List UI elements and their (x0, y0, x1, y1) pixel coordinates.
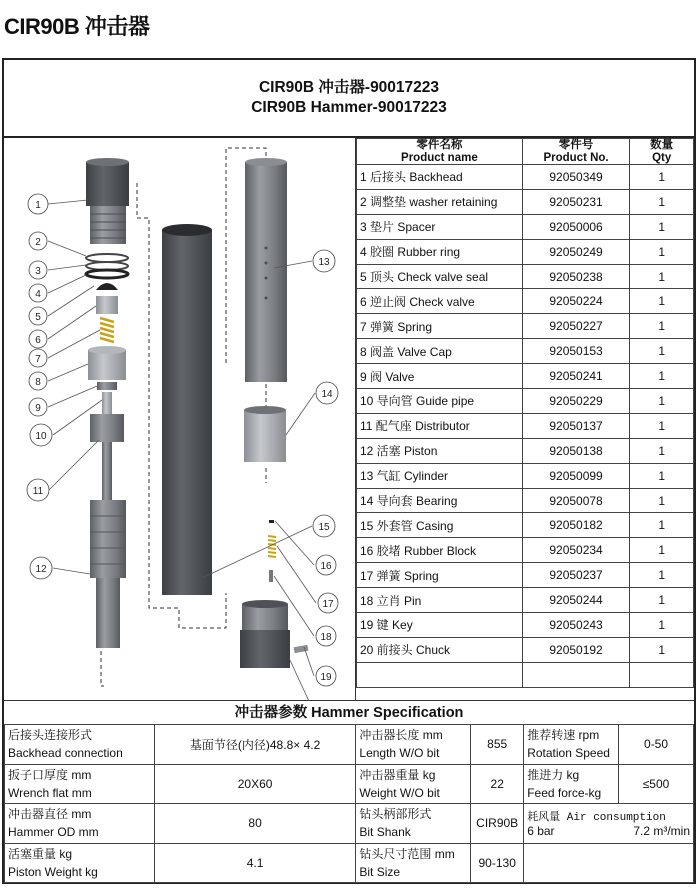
part-qty: 1 (630, 438, 694, 463)
spec-label-shank: 钻头柄部形式 Bit Shank (356, 804, 471, 844)
part-number: 92050243 (522, 613, 630, 638)
part-row (357, 364, 694, 389)
part-qty: 1 (630, 364, 694, 389)
part-qty: 1 (630, 165, 694, 190)
col-header-no: Product No. (522, 152, 630, 165)
part-qty: 1 (630, 413, 694, 438)
part-name: 8 阀盖 Valve Cap (357, 339, 523, 364)
part-valve-cap (88, 350, 126, 380)
spec-row (5, 725, 694, 765)
callout-11: 11 (32, 486, 44, 497)
callout-10: 10 (35, 431, 47, 442)
part-key (294, 645, 309, 653)
spec-label-feed: 推进力 kg Feed force-kg (524, 764, 619, 804)
part-row (357, 389, 694, 414)
part-check-valve-seal (96, 283, 118, 290)
parts-list-table (356, 138, 694, 688)
part-qty: 1 (630, 488, 694, 513)
callout-6: 6 (35, 335, 41, 346)
spec-label-od: 冲击器直径 mm Hammer OD mm (5, 804, 155, 844)
part-row (357, 538, 694, 563)
part-pin (269, 570, 273, 582)
exploded-view-svg (4, 138, 356, 700)
spec-empty-cell (524, 843, 694, 883)
callout-13: 13 (318, 257, 330, 268)
part-name: 19 键 Key (357, 613, 523, 638)
part-name: 11 配气座 Distributor (357, 413, 523, 438)
part-qty: 1 (630, 289, 694, 314)
part-name: 2 调整垫 washer retaining (357, 189, 523, 214)
sheet-header (4, 60, 694, 138)
spec-value-wrench: 20X60 (154, 764, 356, 804)
part-backhead (86, 158, 129, 244)
col-header-no-cn: 零件号 (522, 139, 630, 152)
part-check-valve (96, 296, 118, 314)
part-qty: 1 (630, 588, 694, 613)
part-number: 92050244 (522, 588, 630, 613)
part-name: 18 立肖 Pin (357, 588, 523, 613)
part-row (357, 513, 694, 538)
part-row (357, 314, 694, 339)
part-name: 6 逆止阀 Check valve (357, 289, 523, 314)
part-row (357, 463, 694, 488)
spec-row (5, 843, 694, 883)
part-casing (162, 224, 212, 595)
part-name: 17 弹簧 Spring (357, 563, 523, 588)
part-row (357, 637, 694, 662)
part-guide-pipe (102, 392, 112, 414)
part-qty: 1 (630, 538, 694, 563)
part-number: 92050138 (522, 438, 630, 463)
part-number: 92050099 (522, 463, 630, 488)
part-name: 13 气缸 Cylinder (357, 463, 523, 488)
callout-16: 16 (320, 561, 332, 572)
spec-row (5, 764, 694, 804)
part-piston (90, 500, 126, 648)
part-row (357, 214, 694, 239)
part-name: 7 弹簧 Spring (357, 314, 523, 339)
callout-9: 9 (35, 403, 41, 414)
part-number: 92050224 (522, 289, 630, 314)
callout-19: 19 (320, 672, 332, 683)
col-header-name-cn: 零件名称 (357, 139, 523, 152)
callout-14: 14 (321, 389, 333, 400)
part-row (357, 413, 694, 438)
part-qty: 1 (630, 314, 694, 339)
part-row (357, 189, 694, 214)
callout-18: 18 (320, 632, 332, 643)
part-row (357, 264, 694, 289)
hammer-spec-table (4, 724, 694, 883)
spec-row (5, 804, 694, 844)
exploded-view-drawing (4, 138, 356, 700)
callout-5: 5 (35, 312, 41, 323)
part-name: 20 前接头 Chuck (357, 637, 523, 662)
part-name: 5 顶头 Check valve seal (357, 264, 523, 289)
callout-4: 4 (35, 289, 41, 300)
part-qty: 1 (630, 339, 694, 364)
part-name: 4 胶圈 Rubber ring (357, 239, 523, 264)
callout-8: 8 (35, 377, 41, 388)
spec-sheet-frame (2, 58, 696, 884)
part-row (357, 239, 694, 264)
part-number: 92050006 (522, 214, 630, 239)
parts-list-body (357, 165, 694, 688)
spec-label-rotation: 推荐转速 rpm Rotation Speed (524, 725, 619, 765)
callout-15: 15 (318, 522, 330, 533)
part-number: 92050231 (522, 189, 630, 214)
col-header-qty-cn: 数量 (630, 139, 694, 152)
part-name: 14 导向套 Bearing (357, 488, 523, 513)
part-number: 92050234 (522, 538, 630, 563)
spec-label-wrench: 扳子口厚度 mm Wrench flat mm (5, 764, 155, 804)
part-rubber-ring (86, 270, 128, 278)
part-number: 92050078 (522, 488, 630, 513)
spec-label-weight: 冲击器重量 kg Weight W/O bit (356, 764, 471, 804)
part-qty: 1 (630, 563, 694, 588)
part-number: 92050153 (522, 339, 630, 364)
part-name: 12 活塞 Piston (357, 438, 523, 463)
empty-cell (522, 662, 630, 687)
spec-value-rotation: 0-50 (619, 725, 694, 765)
part-row (357, 438, 694, 463)
part-qty: 1 (630, 214, 694, 239)
part-row (357, 588, 694, 613)
spec-label-bitsize: 钻头尺寸范围 mm Bit Size (356, 843, 471, 883)
spec-label-length: 冲击器长度 mm Length W/O bit (356, 725, 471, 765)
part-qty: 1 (630, 264, 694, 289)
part-name: 1 后接头 Backhead (357, 165, 523, 190)
part-qty: 1 (630, 637, 694, 662)
part-row (357, 563, 694, 588)
part-qty: 1 (630, 513, 694, 538)
part-qty: 1 (630, 389, 694, 414)
part-cylinder (245, 158, 287, 382)
part-number: 92050182 (522, 513, 630, 538)
spec-value-piston: 4.1 (154, 843, 356, 883)
spec-label-piston: 活塞重量 kg Piston Weight kg (5, 843, 155, 883)
part-row (357, 488, 694, 513)
document-title: CIR90B 冲击器 (4, 14, 150, 39)
part-qty: 1 (630, 239, 694, 264)
part-valve (97, 382, 117, 390)
part-number: 92050192 (522, 637, 630, 662)
part-row-empty (357, 662, 694, 687)
empty-cell (357, 662, 523, 687)
callout-3: 3 (35, 266, 41, 277)
part-name: 16 胶堵 Rubber Block (357, 538, 523, 563)
part-number: 92050249 (522, 239, 630, 264)
part-row (357, 613, 694, 638)
part-number: 92050238 (522, 264, 630, 289)
callout-17: 17 (322, 599, 334, 610)
spec-value-weight: 22 (471, 764, 524, 804)
callout-2: 2 (35, 237, 41, 248)
part-name: 15 外套管 Casing (357, 513, 523, 538)
part-washer (86, 254, 128, 262)
spec-air-consumption (524, 804, 694, 844)
part-number: 92050237 (522, 563, 630, 588)
spec-label-air: 耗风量 Air consumption (527, 812, 666, 825)
part-row (357, 339, 694, 364)
spec-value-od: 80 (154, 804, 356, 844)
spec-value-air-bar: 6 bar (527, 824, 555, 839)
part-name: 3 垫片 Spacer (357, 214, 523, 239)
spec-value-air-flow: 7.2 m³/min (633, 824, 690, 839)
part-name: 10 导向管 Guide pipe (357, 389, 523, 414)
spec-value-feed: ≤500 (619, 764, 694, 804)
callout-12: 12 (35, 564, 47, 575)
part-qty: 1 (630, 463, 694, 488)
part-number: 92050229 (522, 389, 630, 414)
callout-1: 1 (35, 200, 41, 211)
part-number: 92050241 (522, 364, 630, 389)
part-qty: 1 (630, 189, 694, 214)
part-number: 92050137 (522, 413, 630, 438)
spec-label-backhead: 后接头连接形式 Backhead connection (5, 725, 155, 765)
part-qty: 1 (630, 613, 694, 638)
spec-value-backhead: 基面节径(内径)48.8× 4.2 (154, 725, 356, 765)
part-chuck (240, 600, 290, 668)
part-number: 92050349 (522, 165, 630, 190)
part-bearing (244, 406, 286, 462)
callout-7: 7 (35, 354, 41, 365)
spec-value-length: 855 (471, 725, 524, 765)
spec-section-title: 冲击器参数 Hammer Specification (4, 700, 694, 724)
part-rubber-block (269, 520, 274, 523)
header-title-en: CIR90B Hammer-90017223 (251, 99, 447, 116)
spec-value-shank: CIR90B (471, 804, 524, 844)
part-distributor (90, 414, 124, 442)
empty-cell (630, 662, 694, 687)
spec-value-bitsize: 90-130 (471, 843, 524, 883)
part-number: 92050227 (522, 314, 630, 339)
col-header-name: Product name (357, 152, 523, 165)
part-name: 9 阀 Valve (357, 364, 523, 389)
part-spring (100, 318, 114, 342)
header-title-cn: CIR90B 冲击器-90017223 (258, 79, 440, 96)
part-row (357, 165, 694, 190)
part-row (357, 289, 694, 314)
col-header-qty: Qty (630, 152, 694, 165)
